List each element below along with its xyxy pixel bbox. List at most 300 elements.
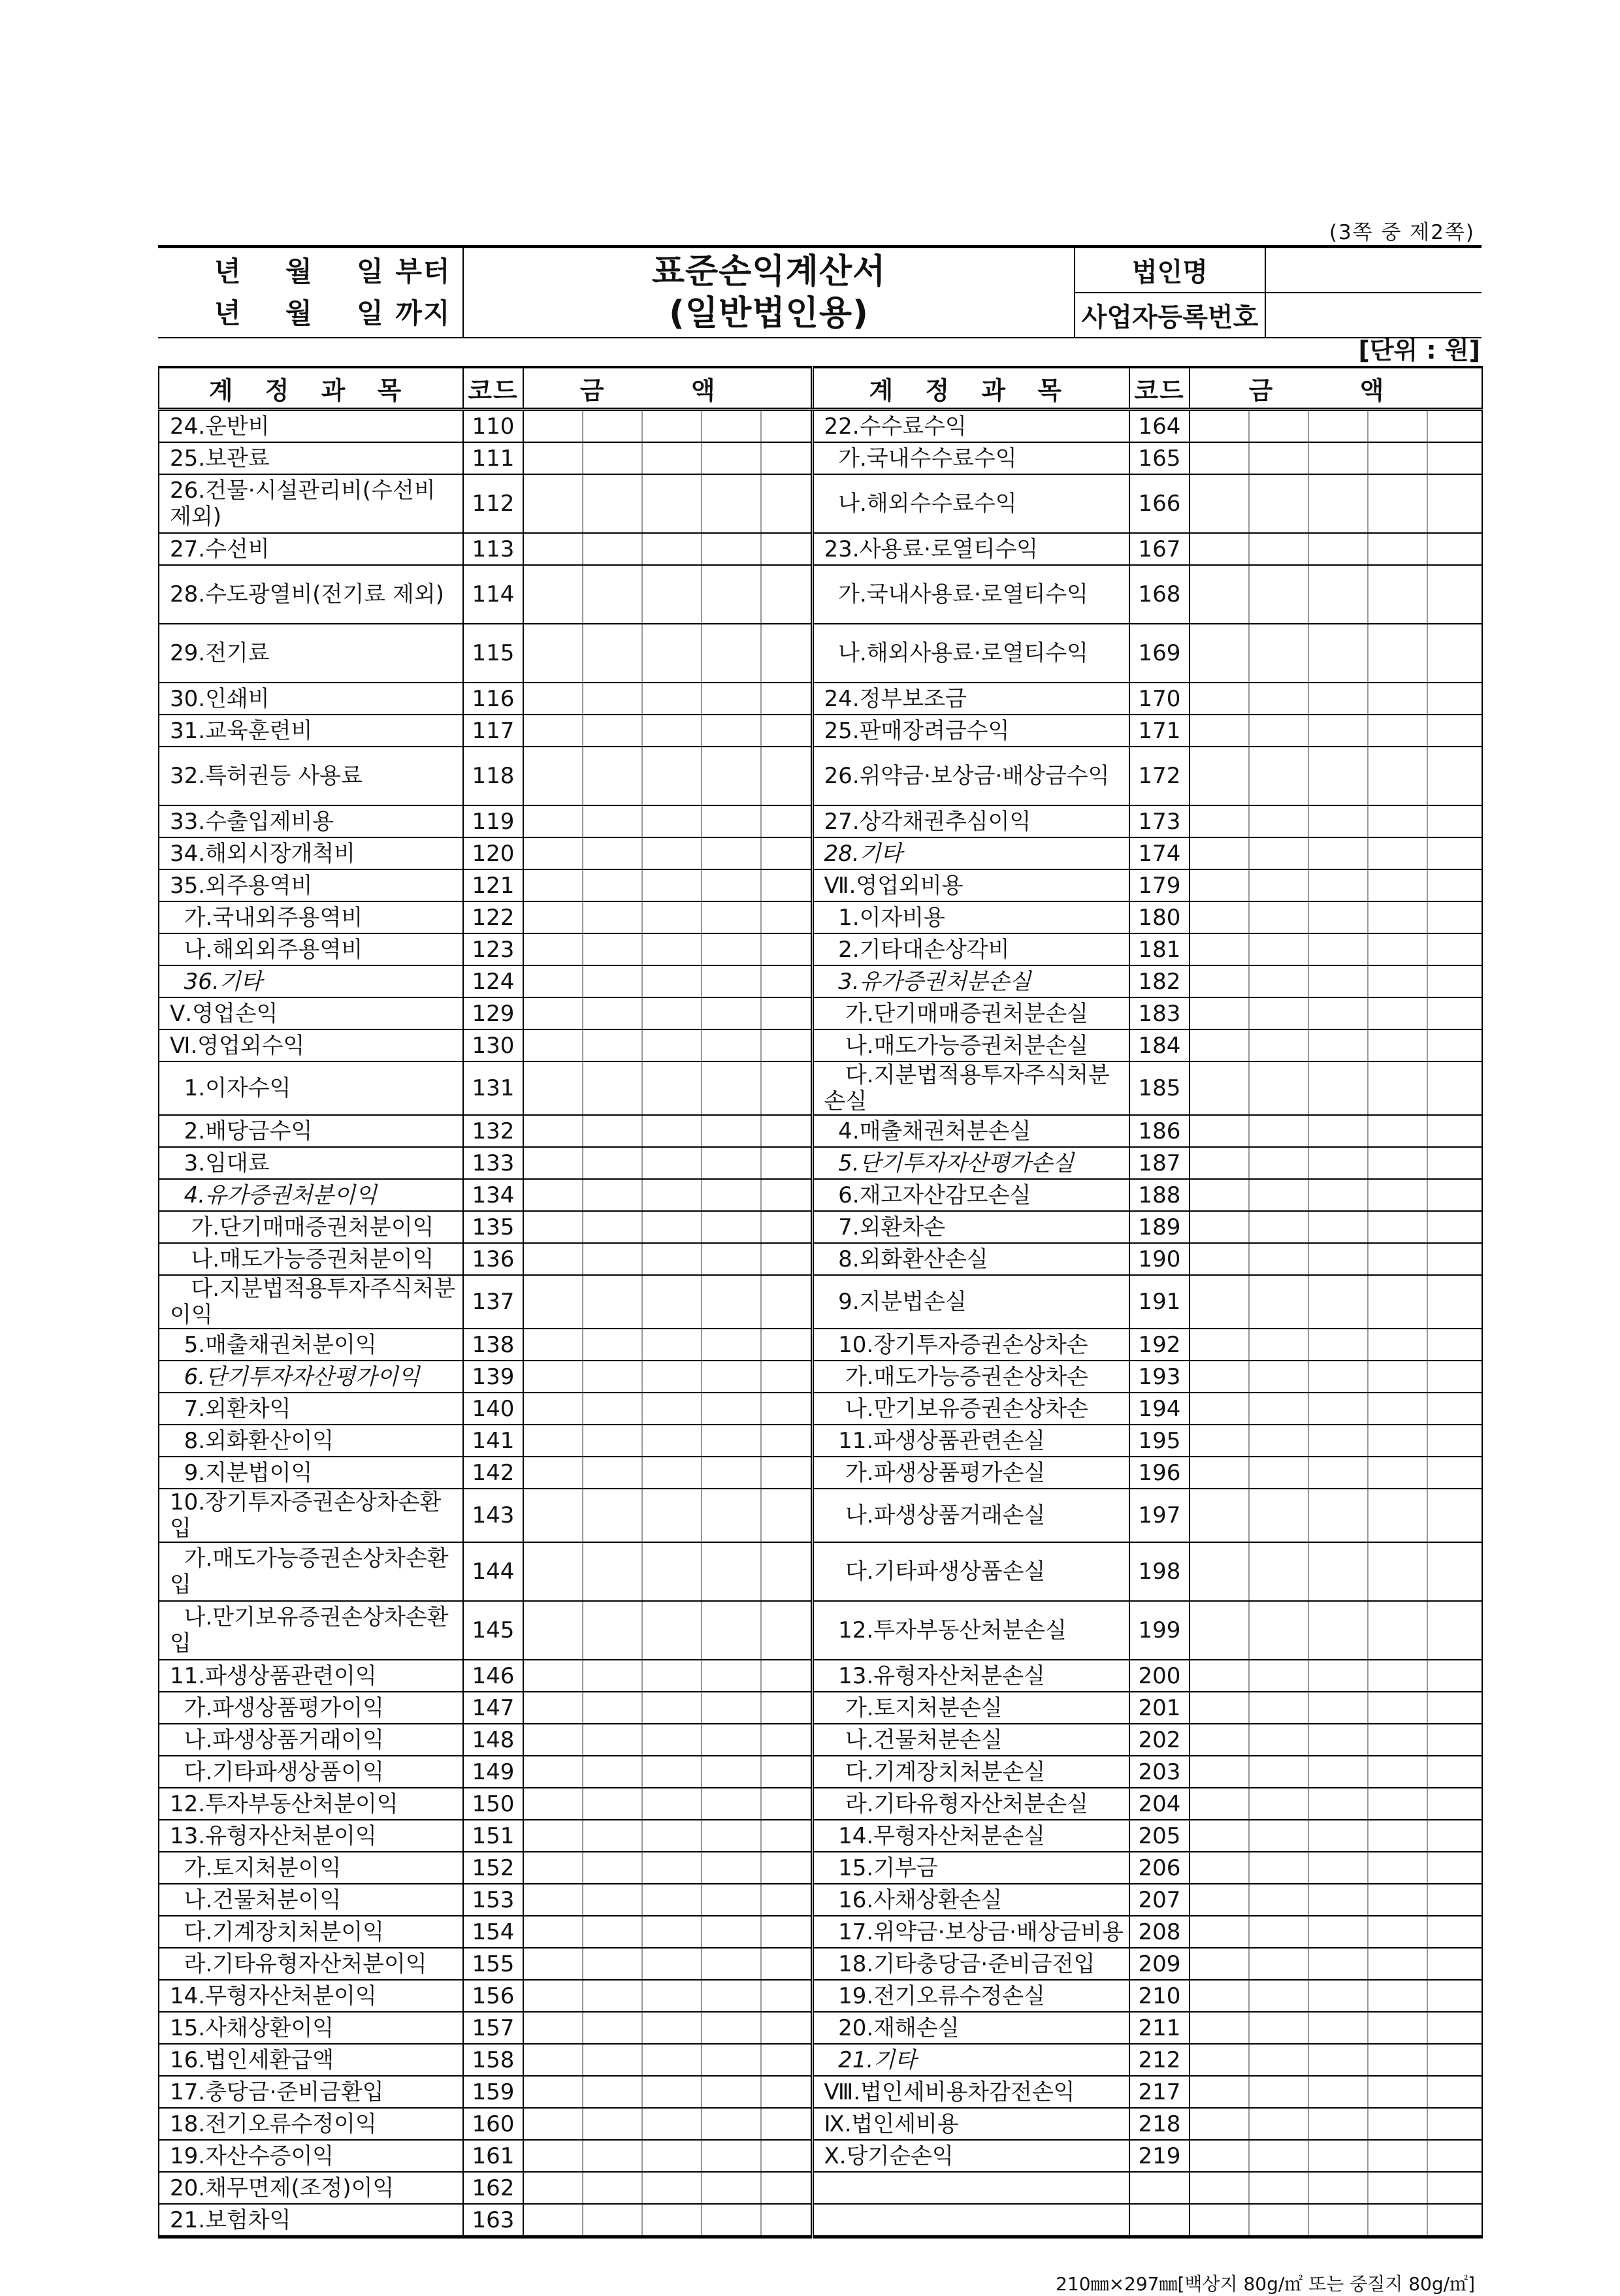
account-name-left: 33.수출입제비용	[159, 805, 463, 837]
account-name-left: 가.토지처분이익	[159, 1852, 463, 1884]
account-code-right: 219	[1129, 2140, 1190, 2172]
table-header-row	[159, 367, 1482, 410]
account-code-left: 110	[463, 410, 523, 443]
table-row	[159, 624, 1482, 683]
amount-field-left[interactable]	[523, 2108, 812, 2140]
account-name-left: 31.교육훈련비	[159, 715, 463, 747]
page-indicator: (3쪽 중 제2쪽)	[1329, 221, 1475, 244]
account-name-right: 20.재해손실	[812, 2012, 1129, 2044]
account-name-right	[812, 2172, 1129, 2204]
account-name-right: 2.기타대손상각비	[812, 933, 1129, 965]
account-code-left: 118	[463, 747, 523, 805]
amount-field-right[interactable]	[1190, 2204, 1482, 2237]
amount-field-left[interactable]	[523, 869, 812, 901]
table-row	[159, 1361, 1482, 1393]
period-to[interactable]: 년 월 일 까지	[214, 297, 451, 329]
account-name-left: 10.장기투자증권손상차손환입	[159, 1489, 463, 1542]
account-name-left: 6.단기투자자산평가이익	[159, 1361, 463, 1393]
account-code-right: 208	[1129, 1916, 1190, 1948]
table-row	[159, 2140, 1482, 2172]
form-title-box	[464, 248, 1075, 337]
account-code-right: 202	[1129, 1724, 1190, 1756]
amount-field-left[interactable]	[523, 1756, 812, 1788]
account-code-left: 142	[463, 1457, 523, 1489]
amount-field-left[interactable]	[523, 1948, 812, 1980]
account-code-right: 190	[1129, 1243, 1190, 1275]
biz-no-label: 사업자등록번호	[1075, 293, 1266, 337]
amount-field-right[interactable]	[1190, 1361, 1482, 1393]
amount-field-left[interactable]	[523, 1147, 812, 1179]
account-name-right: 1.이자비용	[812, 901, 1129, 933]
amount-field-right[interactable]	[1190, 997, 1482, 1029]
account-name-right: 가.단기매매증권처분손실	[812, 997, 1129, 1029]
amount-field-right[interactable]	[1190, 715, 1482, 747]
table-row	[159, 1724, 1482, 1756]
amount-field-right[interactable]	[1190, 410, 1482, 443]
account-name-right: 26.위약금·보상금·배상금수익	[812, 747, 1129, 805]
amount-field-left[interactable]	[523, 474, 812, 533]
account-code-right: 196	[1129, 1457, 1190, 1489]
amount-field-right[interactable]	[1190, 624, 1482, 683]
account-name-right: 10.장기투자증권손상차손	[812, 1329, 1129, 1361]
table-row	[159, 2076, 1482, 2108]
account-name-left: 9.지분법이익	[159, 1457, 463, 1489]
amount-field-right[interactable]	[1190, 1211, 1482, 1243]
account-name-left: 1.이자수익	[159, 1061, 463, 1115]
account-name-right: 가.토지처분손실	[812, 1692, 1129, 1724]
table-row	[159, 1916, 1482, 1948]
account-name-right: 18.기타충당금·준비금전입	[812, 1948, 1129, 1980]
amount-field-left[interactable]	[523, 965, 812, 997]
amount-field-right[interactable]	[1190, 2044, 1482, 2076]
account-name-left: 32.특허권등 사용료	[159, 747, 463, 805]
account-code-left: 134	[463, 1179, 523, 1211]
account-name-right: 다.기계장치처분손실	[812, 1756, 1129, 1788]
amount-field-right[interactable]	[1190, 1147, 1482, 1179]
amount-field-right[interactable]	[1190, 1457, 1482, 1489]
amount-field-left[interactable]	[523, 2204, 812, 2237]
account-name-right: 다.기타파생상품손실	[812, 1542, 1129, 1601]
account-name-right: 나.해외사용료·로열티수익	[812, 624, 1129, 683]
table-row	[159, 837, 1482, 869]
account-name-right: 가.매도가능증권손상차손	[812, 1361, 1129, 1393]
amount-field-right[interactable]	[1190, 901, 1482, 933]
amount-field-right[interactable]	[1190, 1884, 1482, 1916]
amount-field-left[interactable]	[523, 2172, 812, 2204]
account-name-left: 다.기계장치처분이익	[159, 1916, 463, 1948]
account-code-left: 133	[463, 1147, 523, 1179]
amount-field-left[interactable]	[523, 1061, 812, 1115]
account-name-right: 가.국내수수료수익	[812, 442, 1129, 474]
amount-field-right[interactable]	[1190, 474, 1482, 533]
amount-field-right[interactable]	[1190, 1852, 1482, 1884]
table-row	[159, 715, 1482, 747]
account-code-left: 154	[463, 1916, 523, 1948]
account-name-left: 35.외주용역비	[159, 869, 463, 901]
account-name-left: 가.매도가능증권손상차손환입	[159, 1542, 463, 1601]
account-name-right: 15.기부금	[812, 1852, 1129, 1884]
account-code-right	[1129, 2204, 1190, 2237]
account-name-left: 5.매출채권처분이익	[159, 1329, 463, 1361]
amount-field-left[interactable]	[523, 1820, 812, 1852]
amount-field-right[interactable]	[1190, 869, 1482, 901]
amount-field-left[interactable]	[523, 1361, 812, 1393]
account-name-right: 나.건물처분손실	[812, 1724, 1129, 1756]
account-name-right: 13.유형자산처분손실	[812, 1660, 1129, 1692]
account-code-right: 174	[1129, 837, 1190, 869]
amount-field-left[interactable]	[523, 1275, 812, 1329]
table-row	[159, 1980, 1482, 2012]
amount-field-left[interactable]	[523, 1329, 812, 1361]
income-statement-table	[158, 366, 1483, 2239]
account-code-left: 140	[463, 1393, 523, 1425]
account-name-left: 36.기타	[159, 965, 463, 997]
account-name-left: 30.인쇄비	[159, 683, 463, 715]
amount-field-left[interactable]	[523, 1916, 812, 1948]
amount-field-right[interactable]	[1190, 1542, 1482, 1601]
amount-field-left[interactable]	[523, 1115, 812, 1147]
table-row	[159, 1329, 1482, 1361]
account-name-left: 26.건물·시설관리비(수선비 제외)	[159, 474, 463, 533]
table-row	[159, 1425, 1482, 1457]
table-row	[159, 410, 1482, 443]
account-code-right: 192	[1129, 1329, 1190, 1361]
account-code-left: 141	[463, 1425, 523, 1457]
account-code-right: 188	[1129, 1179, 1190, 1211]
account-code-left: 155	[463, 1948, 523, 1980]
account-code-left: 157	[463, 2012, 523, 2044]
account-code-right: 189	[1129, 1211, 1190, 1243]
amount-field-right[interactable]	[1190, 1980, 1482, 2012]
account-name-right: 나.파생상품거래손실	[812, 1489, 1129, 1542]
table-row	[159, 901, 1482, 933]
amount-field-left[interactable]	[523, 805, 812, 837]
account-name-left: 4.유가증권처분이익	[159, 1179, 463, 1211]
amount-field-left[interactable]	[523, 1692, 812, 1724]
amount-field-left[interactable]	[523, 1724, 812, 1756]
account-name-right: 라.기타유형자산처분손실	[812, 1788, 1129, 1820]
table-row	[159, 2108, 1482, 2140]
account-code-left: 153	[463, 1884, 523, 1916]
account-code-right: 191	[1129, 1275, 1190, 1329]
account-name-right: 12.투자부동산처분손실	[812, 1601, 1129, 1660]
account-name-left: 17.충당금·준비금환입	[159, 2076, 463, 2108]
amount-field-left[interactable]	[523, 933, 812, 965]
account-code-right: 197	[1129, 1489, 1190, 1542]
amount-field-left[interactable]	[523, 2076, 812, 2108]
table-row	[159, 565, 1482, 624]
amount-field-right[interactable]	[1190, 1948, 1482, 1980]
account-code-right: 187	[1129, 1147, 1190, 1179]
amount-field-right[interactable]	[1190, 2108, 1482, 2140]
amount-field-right[interactable]	[1190, 1243, 1482, 1275]
account-name-right: 24.정부보조금	[812, 683, 1129, 715]
account-code-right: 210	[1129, 1980, 1190, 2012]
amount-field-right[interactable]	[1190, 533, 1482, 565]
amount-field-right[interactable]	[1190, 1029, 1482, 1061]
account-name-left: 나.만기보유증권손상차손환입	[159, 1601, 463, 1660]
account-name-left: 20.채무면제(조정)이익	[159, 2172, 463, 2204]
account-code-right: 181	[1129, 933, 1190, 965]
account-name-right: 다.지분법적용투자주식처분손실	[812, 1061, 1129, 1115]
account-code-left: 156	[463, 1980, 523, 2012]
account-name-left: 18.전기오류수정이익	[159, 2108, 463, 2140]
account-code-right: 211	[1129, 2012, 1190, 2044]
account-name-left: 다.지분법적용투자주식처분이익	[159, 1275, 463, 1329]
account-name-right: 9.지분법손실	[812, 1275, 1129, 1329]
period-from[interactable]: 년 월 일 부터	[214, 255, 451, 287]
account-name-left: 29.전기료	[159, 624, 463, 683]
col-code-left: 코드	[463, 367, 523, 410]
table-row	[159, 805, 1482, 837]
account-name-left: 2.배당금수익	[159, 1115, 463, 1147]
account-name-left: 3.임대료	[159, 1147, 463, 1179]
amount-field-left[interactable]	[523, 565, 812, 624]
account-code-left: 132	[463, 1115, 523, 1147]
account-code-left: 121	[463, 869, 523, 901]
account-code-left: 151	[463, 1820, 523, 1852]
account-name-right: 17.위약금·보상금·배상금비용	[812, 1916, 1129, 1948]
account-name-left: 7.외환차익	[159, 1393, 463, 1425]
amount-field-right[interactable]	[1190, 1601, 1482, 1660]
account-name-right: 23.사용료·로열티수익	[812, 533, 1129, 565]
account-code-right: 168	[1129, 565, 1190, 624]
table-row	[159, 1243, 1482, 1275]
amount-field-left[interactable]	[523, 1601, 812, 1660]
account-code-left: 136	[463, 1243, 523, 1275]
account-code-left: 116	[463, 683, 523, 715]
account-code-right: 171	[1129, 715, 1190, 747]
amount-field-left[interactable]	[523, 624, 812, 683]
account-name-right: 21.기타	[812, 2044, 1129, 2076]
amount-field-left[interactable]	[523, 1852, 812, 1884]
period-box	[158, 248, 464, 337]
table-row	[159, 1756, 1482, 1788]
account-name-left: 28.수도광열비(전기료 제외)	[159, 565, 463, 624]
account-code-left: 162	[463, 2172, 523, 2204]
table-row	[159, 2044, 1482, 2076]
amount-field-right[interactable]	[1190, 2012, 1482, 2044]
amount-field-left[interactable]	[523, 1980, 812, 2012]
amount-field-left[interactable]	[523, 442, 812, 474]
account-code-left: 139	[463, 1361, 523, 1393]
account-code-left: 112	[463, 474, 523, 533]
amount-field-left[interactable]	[523, 533, 812, 565]
amount-field-right[interactable]	[1190, 1489, 1482, 1542]
amount-field-right[interactable]	[1190, 2076, 1482, 2108]
account-name-left: 25.보관료	[159, 442, 463, 474]
amount-field-left[interactable]	[523, 2012, 812, 2044]
amount-field-right[interactable]	[1190, 805, 1482, 837]
account-code-left: 135	[463, 1211, 523, 1243]
amount-field-right[interactable]	[1190, 1660, 1482, 1692]
table-row	[159, 1542, 1482, 1601]
account-name-left: 8.외화환산이익	[159, 1425, 463, 1457]
amount-field-right[interactable]	[1190, 1788, 1482, 1820]
table-row	[159, 1489, 1482, 1542]
amount-field-right[interactable]	[1190, 2140, 1482, 2172]
table-row	[159, 1788, 1482, 1820]
account-name-left: 14.무형자산처분이익	[159, 1980, 463, 2012]
account-name-left: 나.해외외주용역비	[159, 933, 463, 965]
amount-field-left[interactable]	[523, 1179, 812, 1211]
account-name-right: 나.해외수수료수익	[812, 474, 1129, 533]
account-name-right: 28.기타	[812, 837, 1129, 869]
account-code-right: 199	[1129, 1601, 1190, 1660]
amount-field-right[interactable]	[1190, 442, 1482, 474]
table-row	[159, 869, 1482, 901]
account-code-right: 172	[1129, 747, 1190, 805]
account-name-left: 19.자산수증이익	[159, 2140, 463, 2172]
amount-field-left[interactable]	[523, 2044, 812, 2076]
account-code-left: 159	[463, 2076, 523, 2108]
amount-field-right[interactable]	[1190, 1275, 1482, 1329]
table-row	[159, 1147, 1482, 1179]
amount-field-right[interactable]	[1190, 1115, 1482, 1147]
corp-info-box	[1075, 248, 1482, 337]
amount-field-right[interactable]	[1190, 1756, 1482, 1788]
amount-field-right[interactable]	[1190, 1724, 1482, 1756]
account-code-left: 150	[463, 1788, 523, 1820]
amount-field-left[interactable]	[523, 1211, 812, 1243]
amount-field-right[interactable]	[1190, 965, 1482, 997]
account-code-right: 195	[1129, 1425, 1190, 1457]
amount-field-left[interactable]	[523, 1393, 812, 1425]
account-code-right: 186	[1129, 1115, 1190, 1147]
account-name-right: 나.만기보유증권손상차손	[812, 1393, 1129, 1425]
account-code-left: 114	[463, 565, 523, 624]
account-name-left: 가.국내외주용역비	[159, 901, 463, 933]
amount-field-left[interactable]	[523, 901, 812, 933]
table-row	[159, 1275, 1482, 1329]
account-name-right: 19.전기오류수정손실	[812, 1980, 1129, 2012]
account-code-left: 130	[463, 1029, 523, 1061]
table-row	[159, 1692, 1482, 1724]
account-code-left: 158	[463, 2044, 523, 2076]
amount-field-right[interactable]	[1190, 837, 1482, 869]
account-name-right: 3.유가증권처분손실	[812, 965, 1129, 997]
amount-field-right[interactable]	[1190, 683, 1482, 715]
amount-field-right[interactable]	[1190, 2172, 1482, 2204]
amount-field-left[interactable]	[523, 683, 812, 715]
amount-field-left[interactable]	[523, 1788, 812, 1820]
amount-field-left[interactable]	[523, 837, 812, 869]
amount-field-left[interactable]	[523, 2140, 812, 2172]
account-name-left: Ⅴ.영업손익	[159, 997, 463, 1029]
amount-field-right[interactable]	[1190, 747, 1482, 805]
paper-spec: 210㎜×297㎜[백상지 80g/㎡ 또는 중질지 80g/㎡]	[1056, 2273, 1475, 2295]
amount-field-left[interactable]	[523, 410, 812, 443]
account-name-right: Ⅸ.법인세비용	[812, 2108, 1129, 2140]
account-name-left: 27.수선비	[159, 533, 463, 565]
amount-field-right[interactable]	[1190, 1425, 1482, 1457]
col-account-left: 계 정 과 목	[159, 367, 463, 410]
amount-field-left[interactable]	[523, 1542, 812, 1601]
amount-field-right[interactable]	[1190, 1329, 1482, 1361]
account-name-left: 15.사채상환이익	[159, 2012, 463, 2044]
table-row	[159, 997, 1482, 1029]
amount-field-left[interactable]	[523, 1884, 812, 1916]
account-code-right: 205	[1129, 1820, 1190, 1852]
table-row	[159, 1393, 1482, 1425]
table-row	[159, 1852, 1482, 1884]
account-code-right: 180	[1129, 901, 1190, 933]
account-code-left: 138	[463, 1329, 523, 1361]
account-name-left: 34.해외시장개척비	[159, 837, 463, 869]
amount-field-right[interactable]	[1190, 1916, 1482, 1948]
account-code-left: 119	[463, 805, 523, 837]
account-code-left: 147	[463, 1692, 523, 1724]
amount-field-left[interactable]	[523, 1029, 812, 1061]
amount-field-left[interactable]	[523, 747, 812, 805]
amount-field-left[interactable]	[523, 1457, 812, 1489]
account-name-left: 나.건물처분이익	[159, 1884, 463, 1916]
account-code-left: 124	[463, 965, 523, 997]
table-row	[159, 2012, 1482, 2044]
account-code-right: 173	[1129, 805, 1190, 837]
account-name-left: 11.파생상품관련이익	[159, 1660, 463, 1692]
account-name-right: 16.사채상환손실	[812, 1884, 1129, 1916]
table-row	[159, 933, 1482, 965]
amount-field-right[interactable]	[1190, 1179, 1482, 1211]
account-code-right: 209	[1129, 1948, 1190, 1980]
table-row	[159, 1179, 1482, 1211]
account-code-right: 166	[1129, 474, 1190, 533]
amount-field-left[interactable]	[523, 1489, 812, 1542]
amount-field-right[interactable]	[1190, 1820, 1482, 1852]
account-name-right: 가.국내사용료·로열티수익	[812, 565, 1129, 624]
account-code-left: 111	[463, 442, 523, 474]
account-name-right: 22.수수료수익	[812, 410, 1129, 443]
account-name-left: 가.파생상품평가이익	[159, 1692, 463, 1724]
amount-field-right[interactable]	[1190, 1061, 1482, 1115]
account-code-left: 113	[463, 533, 523, 565]
amount-field-right[interactable]	[1190, 1692, 1482, 1724]
amount-field-left[interactable]	[523, 1660, 812, 1692]
account-code-left: 117	[463, 715, 523, 747]
account-code-right: 169	[1129, 624, 1190, 683]
account-code-right: 204	[1129, 1788, 1190, 1820]
table-row	[159, 1820, 1482, 1852]
col-account-right: 계 정 과 목	[812, 367, 1129, 410]
form-title: 표준손익계산서	[651, 252, 886, 291]
table-row	[159, 533, 1482, 565]
amount-field-left[interactable]	[523, 997, 812, 1029]
account-name-right: 5.단기투자자산평가손실	[812, 1147, 1129, 1179]
table-row	[159, 442, 1482, 474]
account-name-left: 13.유형자산처분이익	[159, 1820, 463, 1852]
account-code-left: 123	[463, 933, 523, 965]
account-name-right: 4.매출채권처분손실	[812, 1115, 1129, 1147]
account-name-left: 21.보험차익	[159, 2204, 463, 2237]
table-row	[159, 1457, 1482, 1489]
corp-name-field[interactable]	[1266, 248, 1482, 292]
table-row	[159, 747, 1482, 805]
amount-field-right[interactable]	[1190, 565, 1482, 624]
account-code-left: 122	[463, 901, 523, 933]
account-code-right: 193	[1129, 1361, 1190, 1393]
amount-field-left[interactable]	[523, 715, 812, 747]
amount-field-left[interactable]	[523, 1243, 812, 1275]
account-code-right: 179	[1129, 869, 1190, 901]
account-code-left: 148	[463, 1724, 523, 1756]
amount-field-right[interactable]	[1190, 933, 1482, 965]
amount-field-right[interactable]	[1190, 1393, 1482, 1425]
account-code-right: 212	[1129, 2044, 1190, 2076]
amount-field-left[interactable]	[523, 1425, 812, 1457]
account-code-left: 146	[463, 1660, 523, 1692]
account-code-right	[1129, 2172, 1190, 2204]
